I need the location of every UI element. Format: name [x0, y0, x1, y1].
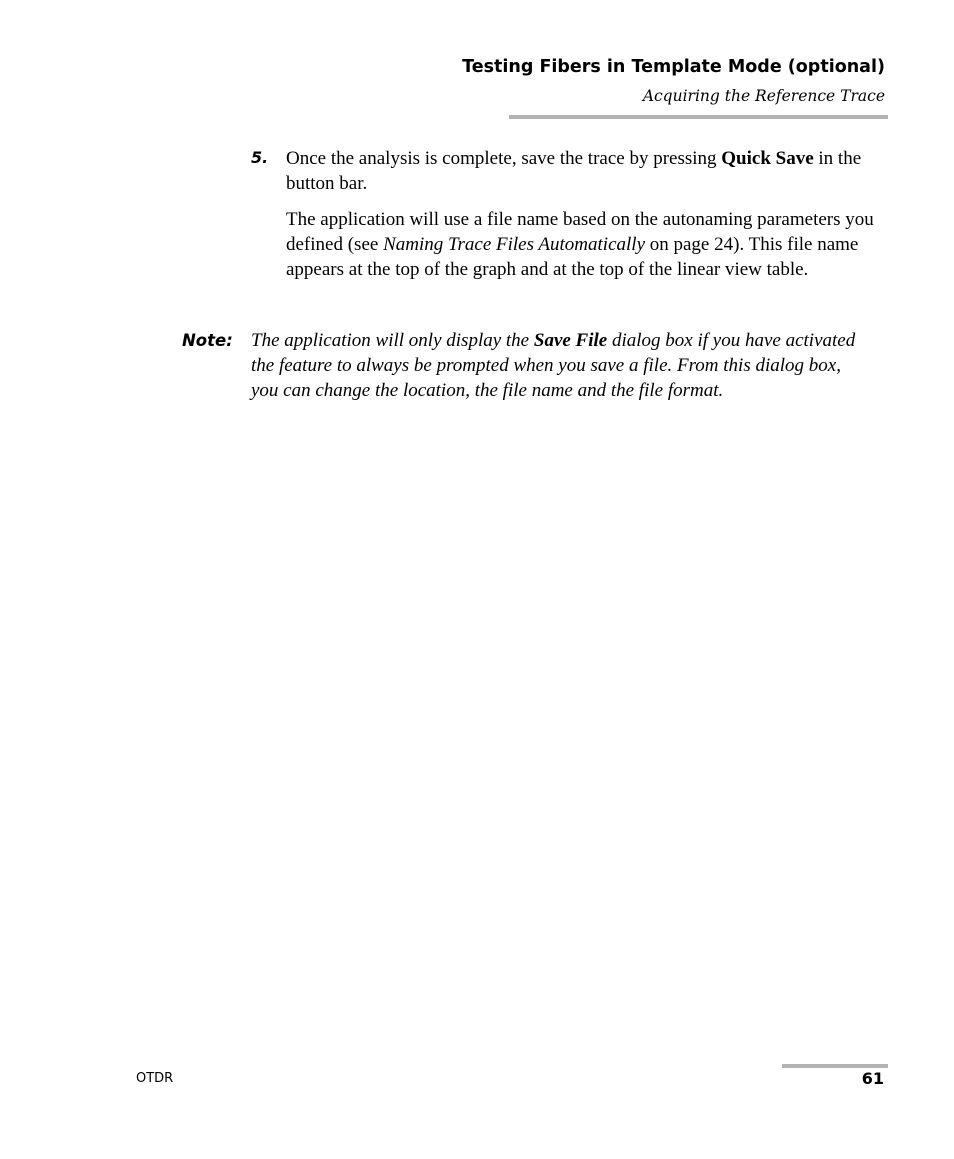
step-explanation-pre: The application will use a file name based on the autonaming parameters you defined (see	[286, 209, 874, 255]
step-instruction-text: Once the analysis is complete, save the trace by pressing	[286, 148, 722, 169]
header-divider	[509, 115, 888, 119]
note-label: Note:	[182, 331, 233, 350]
step-instruction	[286, 146, 881, 196]
step-explanation-post: on page 24). This file name appears at the top of the graph and at the top of the linear view table.	[286, 234, 859, 280]
step-instruction-tail: in the button bar.	[286, 148, 862, 194]
step-explanation	[286, 207, 881, 282]
note-text-pre: The application will only display the	[251, 330, 534, 351]
footer-divider	[782, 1064, 888, 1068]
note-block	[182, 328, 872, 422]
quick-save-label: Quick Save	[721, 148, 814, 169]
footer-product-name: OTDR	[136, 1071, 174, 1086]
save-file-label: Save File	[533, 330, 608, 351]
cross-reference-link[interactable]: Naming Trace Files Automatically	[383, 234, 645, 255]
step-item	[251, 146, 881, 293]
running-header-title: Testing Fibers in Template Mode (optional)	[462, 57, 885, 77]
note-text-post: dialog box if you have activated the feature to always be prompted when you save a file. From this dialog box, you can change the location, the file name and the file format.	[251, 330, 856, 401]
page-number: 61	[861, 1069, 884, 1088]
step-body	[286, 146, 881, 282]
step-number: 5.	[251, 148, 269, 167]
running-header-subtitle: Acquiring the Reference Trace	[642, 87, 885, 105]
note-text	[251, 328, 872, 403]
